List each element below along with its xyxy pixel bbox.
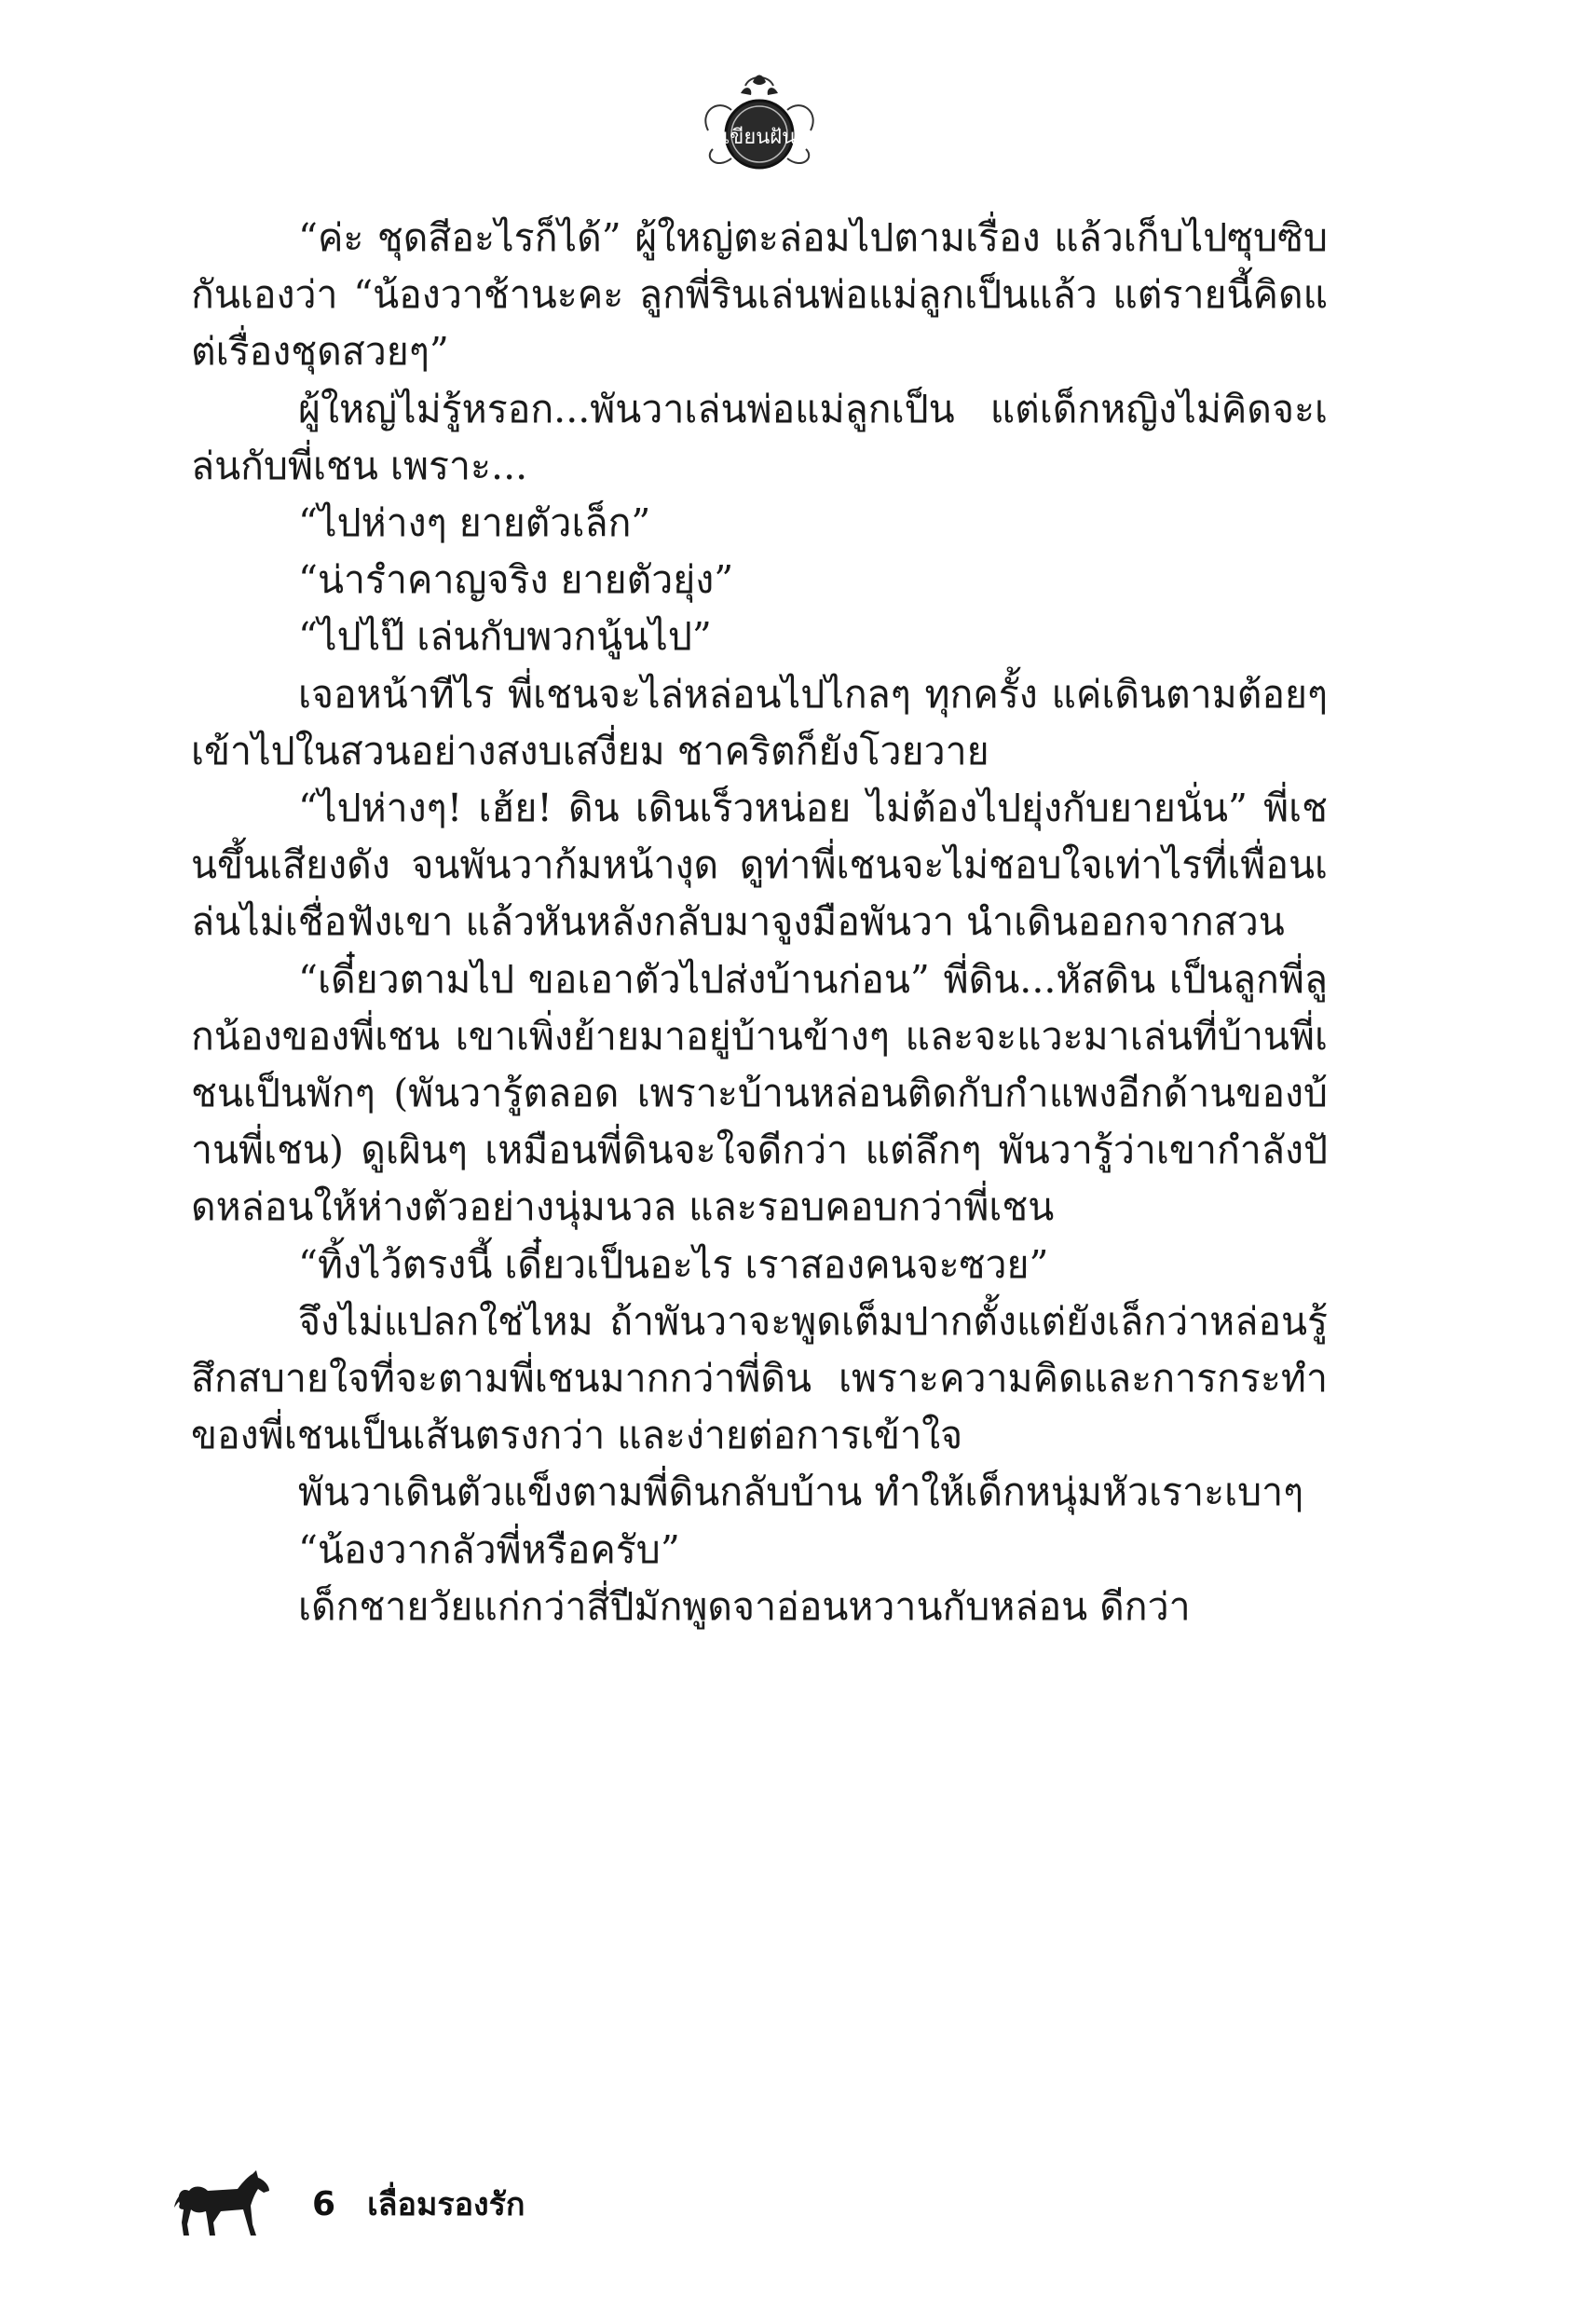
paragraph: “เดี๋ยวตามไป ขอเอาตัวไปส่งบ้านก่อน” พี่ดิน...หัสดิน เป็นลูกพี่ลูกน้องของพี่เชน เขาเพิ่งย้ายมาอยู่บ้านข้างๆ และจะแวะมาเล่นที่บ้านพี่เชนเป็นพักๆ (พันวารู้ตลอด เพราะบ้านหล่อนติดกับกำแพงอีกด้านของบ้านพี่เชน) ดูเผินๆ เหมือนพี่ดินจะใจดีกว่า แต่ลึกๆ พันวารู้ว่าเขากำลังปัดหล่อนให้ห่างตัวอย่างนุ่มนวล และรอบคอบกว่าพี่เชน [191,956,1328,1230]
paragraph: เด็กชายวัยแก่กว่าสี่ปีมักพูดจาอ่อนหวานกับหล่อน ดีกว่า [298,1583,1191,1629]
paragraph: “น้องวากลัวพี่หรือครับ” [298,1526,680,1572]
paragraph: “ไปห่างๆ ยายตัวเล็ก” [298,500,651,546]
paragraph: “ไปไป๊ เล่นกับพวกนู้นไป” [298,614,712,660]
paragraph: “น่ารำคาญจริง ยายตัวยุ่ง” [298,557,734,603]
paragraph: “ไปห่างๆ! เฮ้ย! ดิน เดินเร็วหน่อย ไม่ต้องไปยุ่งกับยายนั่น” พี่เชนขึ้นเสียงดัง จนพันวาก้มหน้างุด ดูท่าพี่เชนจะไม่ชอบใจเท่าไรที่เพื่อนเล่นไม่เชื่อฟังเขา แล้วหันหลังกลับมาจูงมือพันวา นำเดินออกจากสวน [191,786,1328,945]
paragraph: “ค่ะ ชุดสีอะไรก็ได้” ผู้ใหญ่ตะล่อมไปตามเรื่อง แล้วเก็บไปซุบซิบกันเองว่า “น้องวาช้านะคะ ลูกพี่รินเล่นพ่อแม่ลูกเป็นแล้ว แต่รายนี้คิดแต่เรื่องชุดสวยๆ” [191,215,1328,375]
paragraph: พันวาเดินตัวแข็งตามพี่ดินกลับบ้าน ทำให้เด็กหนุ่มหัวเราะเบาๆ [298,1470,1304,1515]
publisher-logo-icon [689,65,829,177]
body-text [191,210,1328,1635]
paragraph: “ทิ้งไว้ตรงนี้ เดี๋ยวเป็นอะไร เราสองคนจะซวย” [298,1241,1049,1287]
logo-text: เขียนฝัน [722,126,797,149]
book-title: เลื่อมรองรัก [367,2186,525,2223]
paragraph: ผู้ใหญ่ไม่รู้หรอก...พันวาเล่นพ่อแม่ลูกเป็น แต่เด็กหญิงไม่คิดจะเล่นกับพี่เชน เพราะ... [191,386,1328,488]
page-footer [172,2167,525,2241]
horse-icon [172,2167,275,2241]
page-number: 6 [312,2184,336,2223]
paragraph: จึงไม่แปลกใช่ไหม ถ้าพันวาจะพูดเต็มปากตั้งแต่ยังเล็กว่าหล่อนรู้สึกสบายใจที่จะตามพี่เชนมากกว่าพี่ดิน เพราะความคิดและการกระทำของพี่เชนเป็นเส้นตรงกว่า และง่ายต่อการเข้าใจ [191,1298,1328,1458]
paragraph: เจอหน้าทีไร พี่เชนจะไล่หล่อนไปไกลๆ ทุกครั้ง แค่เดินตามต้อยๆ เข้าไปในสวนอย่างสงบเสงี่ยม ชาคริตก็ยังโวยวาย [191,671,1328,773]
